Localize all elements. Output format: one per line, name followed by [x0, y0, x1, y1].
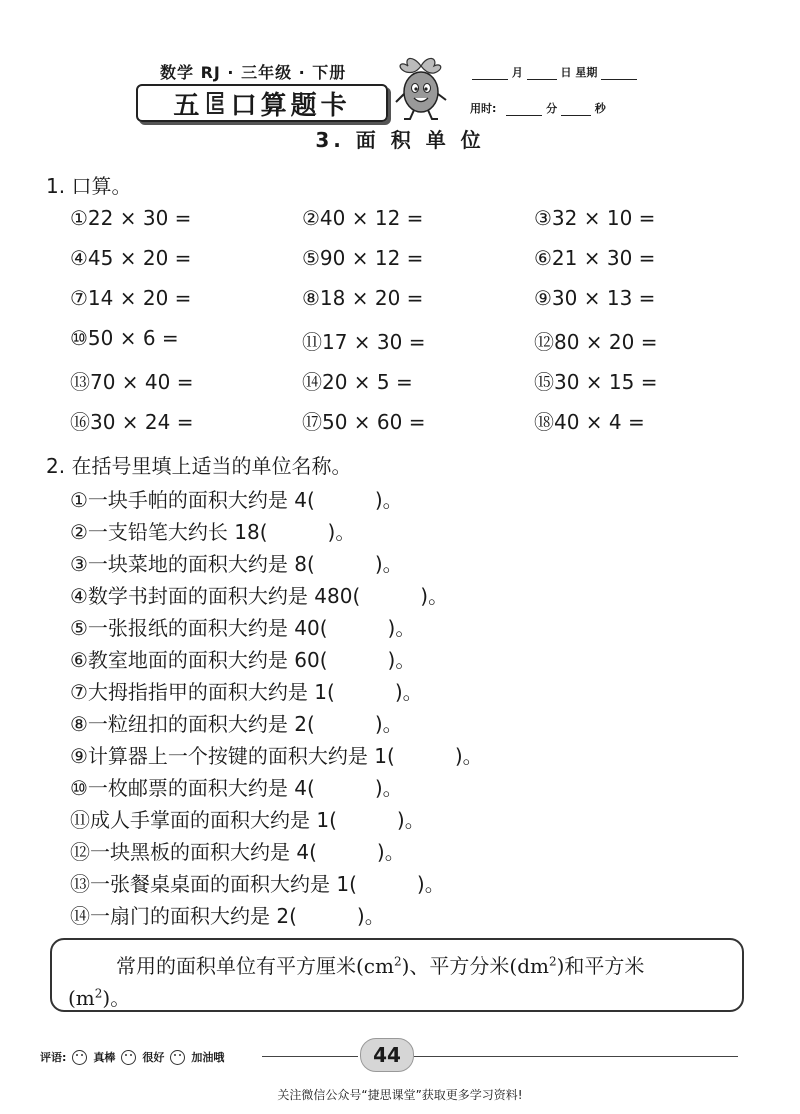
calc-item: ⑤90 × 12 = — [302, 246, 424, 270]
great-face-icon[interactable] — [72, 1050, 87, 1065]
title-e-logo: E — [205, 86, 229, 120]
note-line-1 — [116, 950, 644, 979]
fill-question — [70, 708, 403, 737]
good-face-icon[interactable] — [121, 1050, 136, 1065]
day-label: 日 — [560, 66, 572, 79]
question-text: ⑬一张餐桌桌面的面积大约是 1( — [70, 872, 357, 896]
question-text: ⑩一枚邮票的面积大约是 4( — [70, 776, 315, 800]
subject-line: 数学 RJ · 三年级 · 下册 — [160, 63, 347, 82]
calc-item: ⑱40 × 4 = — [534, 410, 645, 434]
second-blank[interactable] — [561, 103, 591, 116]
superscript: 2 — [548, 954, 557, 969]
minute-label: 分 — [546, 102, 558, 115]
note-text: 常用的面积单位有平方厘米(cm — [116, 954, 394, 978]
second-label: 秒 — [594, 102, 606, 115]
keep-going-face-icon[interactable] — [170, 1050, 185, 1065]
fill-question — [70, 868, 445, 897]
question-text: ⑤一张报纸的面积大约是 40( — [70, 616, 328, 640]
note-text: )、平方分米(dm — [401, 954, 549, 978]
fill-question — [70, 740, 483, 769]
title-post: 口算题卡 — [230, 90, 351, 121]
card-title — [136, 84, 388, 122]
fill-question — [70, 676, 423, 705]
question-close: )。 — [374, 712, 403, 736]
calc-item: ⑩50 × 6 = — [70, 326, 179, 350]
calc-item: ⑧18 × 20 = — [302, 286, 424, 310]
question-text: ⑦大拇指指甲的面积大约是 1( — [70, 680, 335, 704]
time-line — [470, 100, 606, 116]
day-blank[interactable] — [527, 67, 557, 80]
question-text: ④数学书封面的面积大约是 480( — [70, 584, 361, 608]
question-close: )。 — [420, 584, 449, 608]
question-close: )。 — [374, 552, 403, 576]
rating-keep-going: 加油哦 — [191, 1051, 225, 1064]
question-close: )。 — [387, 648, 416, 672]
rating-label: 评语: — [40, 1051, 67, 1064]
footer-rule-left — [262, 1056, 358, 1057]
question-text: ⑨计算器上一个按键的面积大约是 1( — [70, 744, 395, 768]
time-label: 用时: — [470, 102, 497, 115]
calc-item: ③32 × 10 = — [534, 206, 656, 230]
weekday-label: 星期 — [575, 66, 598, 79]
question-close: )。 — [416, 872, 445, 896]
fill-question — [70, 612, 415, 641]
question-text: ③一块菜地的面积大约是 8( — [70, 552, 315, 576]
question-text: ⑥教室地面的面积大约是 60( — [70, 648, 328, 672]
month-label: 月 — [511, 66, 523, 79]
section1-heading: 1. 口算。 — [46, 174, 132, 198]
question-close: )。 — [454, 744, 483, 768]
fill-question — [70, 804, 425, 833]
calc-item: ⑬70 × 40 = — [70, 370, 194, 394]
bottom-note: 关注微信公众号“捷思课堂”获取更多学习资料! — [277, 1088, 523, 1102]
rating-good: 很好 — [142, 1051, 165, 1064]
rating-row — [40, 1049, 224, 1065]
fill-question — [70, 900, 385, 929]
question-text: ⑧一粒纽扣的面积大约是 2( — [70, 712, 315, 736]
fill-question — [70, 548, 403, 577]
date-line — [472, 64, 637, 80]
question-close: )。 — [396, 808, 425, 832]
weekday-blank[interactable] — [601, 67, 637, 80]
note-text: )和平方米 — [556, 954, 645, 978]
question-text: ⑫一块黑板的面积大约是 4( — [70, 840, 317, 864]
note-text: (m — [68, 986, 95, 1010]
fill-question — [70, 484, 403, 513]
question-text: ②一支铅笔大约长 18( — [70, 520, 268, 544]
fill-question — [70, 772, 403, 801]
calc-item: ①22 × 30 = — [70, 206, 192, 230]
radish-mascot-icon — [390, 52, 452, 122]
footer-rule-right — [414, 1056, 738, 1057]
calc-item: ⑭20 × 5 = — [302, 370, 413, 394]
question-close: )。 — [356, 904, 385, 928]
calc-item: ⑪17 × 30 = — [302, 330, 426, 354]
calc-item: ④45 × 20 = — [70, 246, 192, 270]
question-close: )。 — [374, 776, 403, 800]
calc-item: ⑮30 × 15 = — [534, 370, 658, 394]
note-text: )。 — [102, 986, 131, 1010]
calc-item: ⑦14 × 20 = — [70, 286, 192, 310]
fill-question — [70, 836, 405, 865]
rating-great: 真棒 — [93, 1051, 116, 1064]
calc-item: ⑰50 × 60 = — [302, 410, 426, 434]
title-pre: 五 — [173, 90, 204, 121]
month-blank[interactable] — [472, 67, 508, 80]
superscript: 2 — [393, 954, 402, 969]
question-close: )。 — [387, 616, 416, 640]
calc-item: ⑫80 × 20 = — [534, 330, 658, 354]
question-close: )。 — [394, 680, 423, 704]
fill-question — [70, 516, 355, 545]
fill-question — [70, 644, 415, 673]
note-line-2 — [68, 982, 130, 1011]
question-text: ⑪成人手掌面的面积大约是 1( — [70, 808, 337, 832]
superscript: 2 — [94, 986, 103, 1001]
question-close: )。 — [376, 840, 405, 864]
minute-blank[interactable] — [506, 103, 542, 116]
calc-item: ⑥21 × 30 = — [534, 246, 656, 270]
question-text: ①一块手帕的面积大约是 4( — [70, 488, 315, 512]
calc-item: ⑯30 × 24 = — [70, 410, 194, 434]
question-text: ⑭一扇门的面积大约是 2( — [70, 904, 297, 928]
calc-item: ⑨30 × 13 = — [534, 286, 656, 310]
question-close: )。 — [374, 488, 403, 512]
calc-item: ②40 × 12 = — [302, 206, 424, 230]
lesson-title: 3. 面 积 单 位 — [315, 128, 485, 152]
question-close: )。 — [327, 520, 356, 544]
section2-heading: 2. 在括号里填上适当的单位名称。 — [46, 454, 352, 478]
fill-question — [70, 580, 448, 609]
page-number: 44 — [360, 1038, 414, 1072]
